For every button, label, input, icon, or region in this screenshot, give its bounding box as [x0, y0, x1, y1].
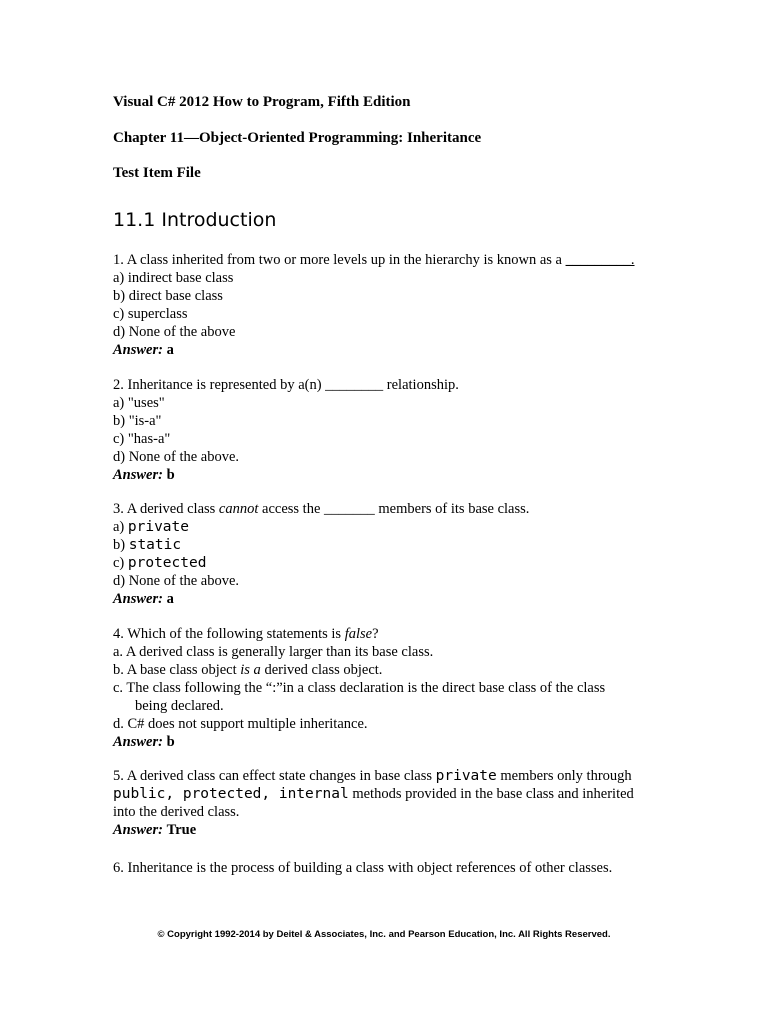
code-protected: protected [127, 555, 207, 571]
option-c: c) "has-a" [113, 431, 171, 447]
answer-line [113, 466, 673, 484]
option-d: d) None of the above. [113, 573, 240, 589]
option-c: c. The class following the “:”in a class declaration is the direct base class of the class [113, 680, 606, 696]
option-b: b. A base class object is a derived class object. [113, 662, 383, 678]
option-c-continued: being declared. [135, 698, 224, 714]
answer-label: Answer: [113, 342, 163, 358]
book-title: Visual C# 2012 How to Program, Fifth Edition [113, 94, 411, 110]
question-stem: 3. A derived class cannot access the _______ members of its base class. [113, 501, 530, 517]
answer-line [113, 821, 673, 839]
question-stem: 6. Inheritance is the process of building a class with object references of other classes. [113, 860, 613, 876]
option-c: c) superclass [113, 306, 188, 322]
answer-value: b [166, 467, 175, 483]
option-d: d) None of the above [113, 324, 236, 340]
option-b: b) static [113, 537, 182, 553]
code-static: static [128, 537, 182, 553]
question-1 [113, 251, 673, 359]
question-stem: 5. A derived class can effect state changes in base class private members only through [113, 768, 632, 784]
option-d: d. C# does not support multiple inheritance. [113, 716, 368, 732]
option-a: a) "uses" [113, 395, 165, 411]
answer-value: True [166, 822, 197, 838]
answer-line [113, 590, 673, 608]
document-type: Test Item File [113, 165, 201, 181]
code-private: private [435, 768, 497, 784]
option-b: b) "is-a" [113, 413, 162, 429]
question-6 [113, 859, 673, 877]
option-a: a) private [113, 519, 189, 535]
answer-line [113, 733, 673, 751]
question-2 [113, 376, 673, 484]
option-d: d) None of the above. [113, 449, 240, 465]
code-access-modifiers: public, protected, internal [113, 786, 349, 802]
answer-label: Answer: [113, 822, 163, 838]
question-stem: 4. Which of the following statements is false? [113, 626, 379, 642]
chapter-title: Chapter 11—Object-Oriented Programming: Inheritance [113, 130, 482, 146]
option-a: a) indirect base class [113, 270, 234, 286]
answer-value: a [166, 591, 174, 607]
question-3 [113, 500, 673, 608]
code-private: private [127, 519, 189, 535]
question-stem: 1. A class inherited from two or more levels up in the hierarchy is known as a _________. [113, 252, 635, 268]
option-c: c) protected [113, 555, 207, 571]
answer-label: Answer: [113, 734, 163, 750]
option-a: a. A derived class is generally larger than its base class. [113, 644, 434, 660]
option-b: b) direct base class [113, 288, 223, 304]
question-stem-line2: public, protected, internal methods provided in the base class and inherited [113, 786, 634, 802]
answer-line [113, 341, 673, 359]
answer-label: Answer: [113, 591, 163, 607]
section-heading: 11.1 Introduction [113, 209, 277, 231]
question-stem-line3: into the derived class. [113, 804, 240, 820]
question-stem: 2. Inheritance is represented by a(n) ________ relationship. [113, 377, 459, 393]
answer-value: a [166, 342, 174, 358]
copyright-footer: © Copyright 1992-2014 by Deitel & Associates, Inc. and Pearson Education, Inc. All Rights Reserved. [157, 929, 611, 940]
question-5 [113, 767, 673, 839]
answer-value: b [166, 734, 175, 750]
answer-blank: _________. [565, 252, 635, 268]
answer-label: Answer: [113, 467, 163, 483]
question-4 [113, 625, 673, 751]
